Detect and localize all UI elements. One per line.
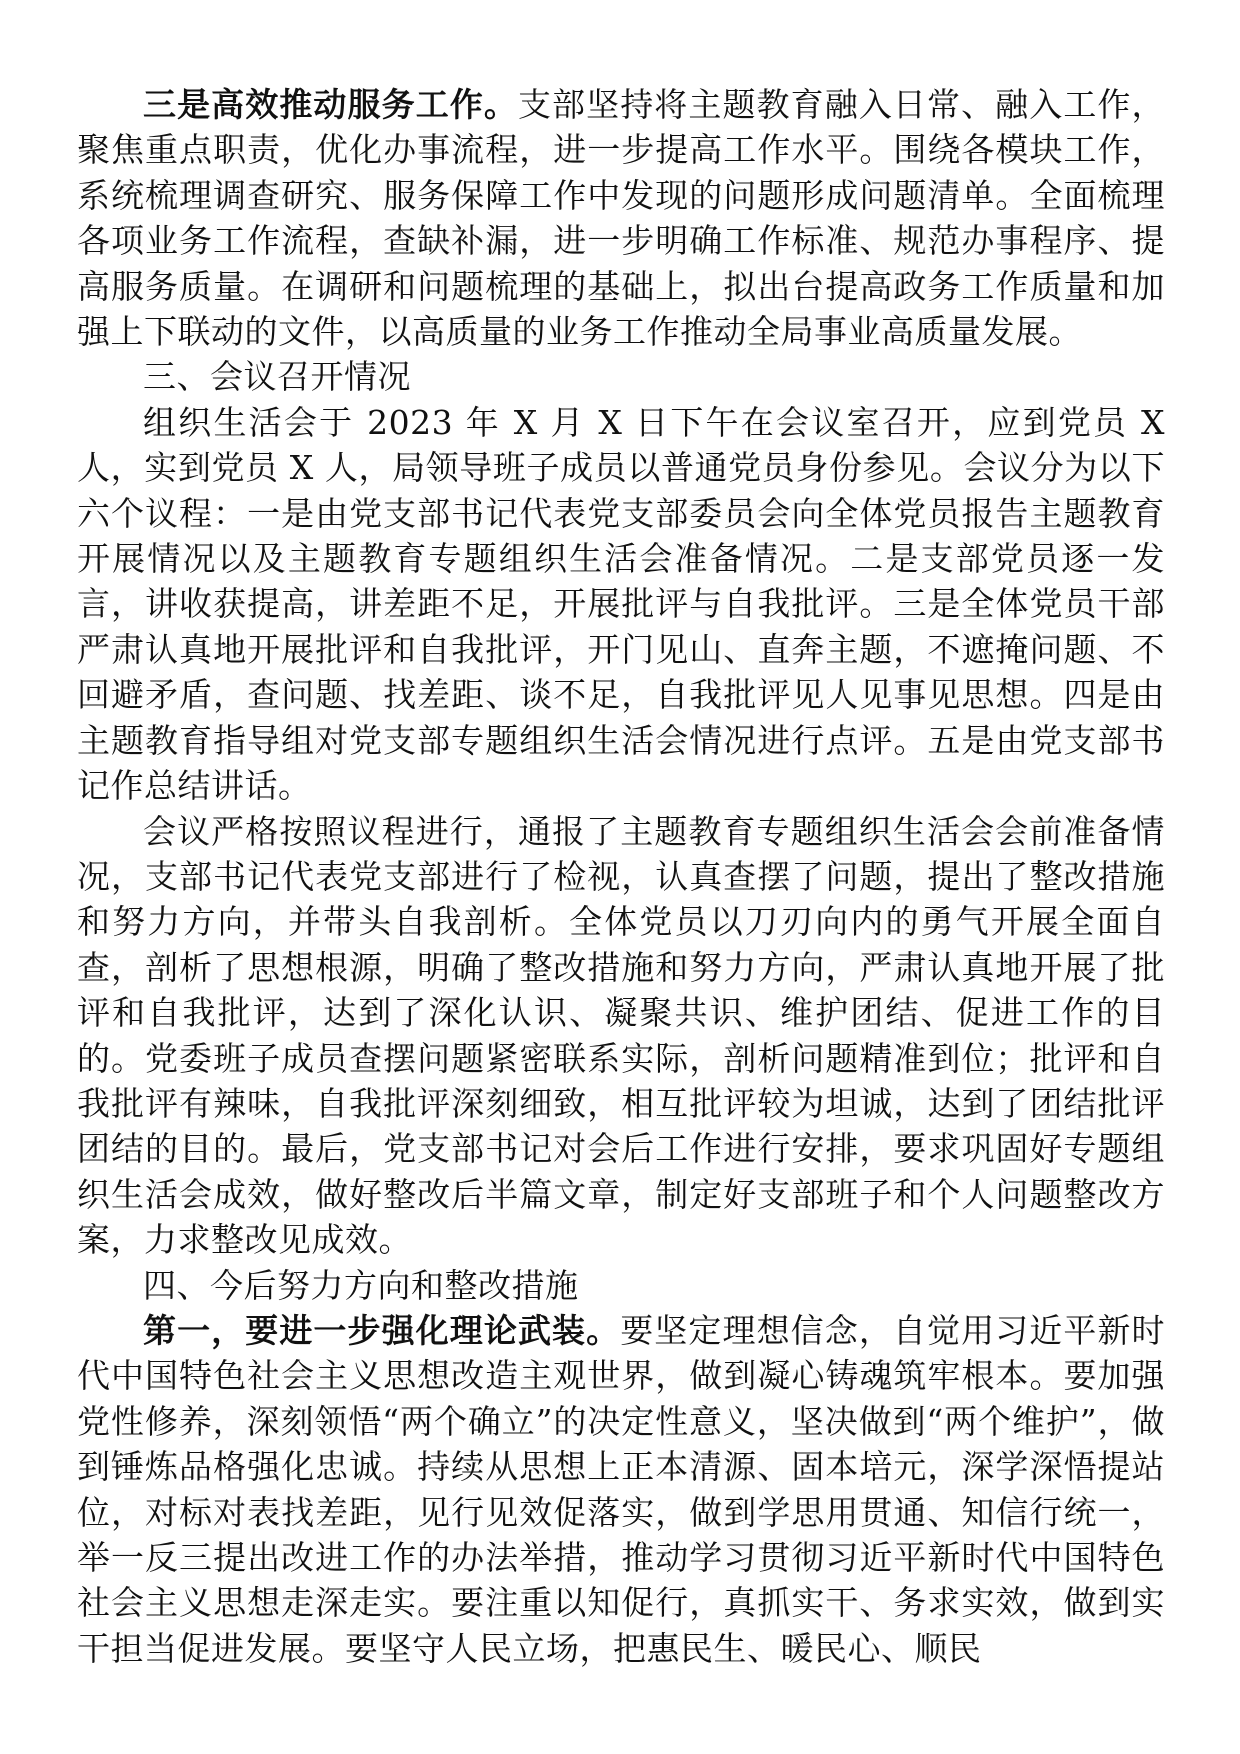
- paragraph-service-work: [77, 82, 1165, 354]
- paragraph-body: 支部坚持将主题教育融入日常、融入工作，聚焦重点职责，优化办事流程，进一步提高工作水平。围绕各模块工作，系统梳理调查研究、服务保障工作中发现的问题形成问题清单。全面梳理各项业务工作流程，查缺补漏，进一步明确工作标准、规范办事程序、提高服务质量。在调研和问题梳理的基础上，拟出台提高政务工作质量和加强上下联动的文件，以高质量的业务工作推动全局事业高质量发展。: [77, 85, 1166, 352]
- paragraph-meeting-process: 会议严格按照议程进行，通报了主题教育专题组织生活会会前准备情况，支部书记代表党支部进行了检视，认真查摆了问题，提出了整改措施和努力方向，并带头自我剖析。全体党员以刀刃向内的勇气开展全面自查，剖析了思想根源，明确了整改措施和努力方向，严肃认真地开展了批评和自我批评，达到了深化认识、凝聚共识、维护团结、促进工作的目的。党委班子成员查摆问题紧密联系实际，剖析问题精准到位；批评和自我批评有辣味，自我批评深刻细致，相互批评较为坦诚，达到了团结批评团结的目的。最后，党支部书记对会后工作进行安排，要求巩固好专题组织生活会成效，做好整改后半篇文章，制定好支部班子和个人问题整改方案，力求整改见成效。: [77, 811, 1165, 1260]
- paragraph-theory-armament: [77, 1308, 1165, 1671]
- paragraph-lead-bold: 第一，要进一步强化理论武装。: [143, 1310, 621, 1350]
- paragraph-meeting-agenda: 组织生活会于 2023 年 X 月 X 日下午在会议室召开，应到党员 X 人，实到党员 X 人，局领导班子成员以普通党员身份参见。会议分为以下六个议程：一是由党支部书记代表党支部委员会向全体党员报告主题教育开展情况以及主题教育专题组织生活会准备情况。二是支部党员逐一发言，讲收获提高，讲差距不足，开展批评与自我批评。三是全体党员干部严肃认真地开展批评和自我批评，开门见山、直奔主题，不遮掩问题、不回避矛盾，查问题、找差距、谈不足，自我批评见人见事见思想。四是由主题教育指导组对党支部专题组织生活会情况进行点评。五是由党支部书记作总结讲话。: [77, 402, 1165, 806]
- paragraph-body: 要坚定理想信念，自觉用习近平新时代中国特色社会主义思想改造主观世界，做到凝心铸魂筑牢根本。要加强党性修养，深刻领悟“两个确立”的决定性意义，坚决做到“两个维护”，做到锤炼品格强化忠诚。持续从思想上正本清源、固本培元，深学深悟提站位，对标对表找差距，见行见效促落实，做到学思用贯通、知信行统一，举一反三提出改进工作的办法举措，推动学习贯彻习近平新时代中国特色社会主义思想走深走实。要注重以知促行，真抓实干、务求实效，做到实干担当促进发展。要坚守人民立场，把惠民生、暖民心、顺民: [77, 1310, 1166, 1668]
- section-heading-rectification: 四、今后努力方向和整改措施: [143, 1265, 579, 1305]
- document-page: [77, 82, 1165, 1671]
- paragraph-lead-bold: 三是高效推动服务工作。: [143, 85, 518, 124]
- section-heading-meeting: 三、会议召开情况: [143, 357, 411, 397]
